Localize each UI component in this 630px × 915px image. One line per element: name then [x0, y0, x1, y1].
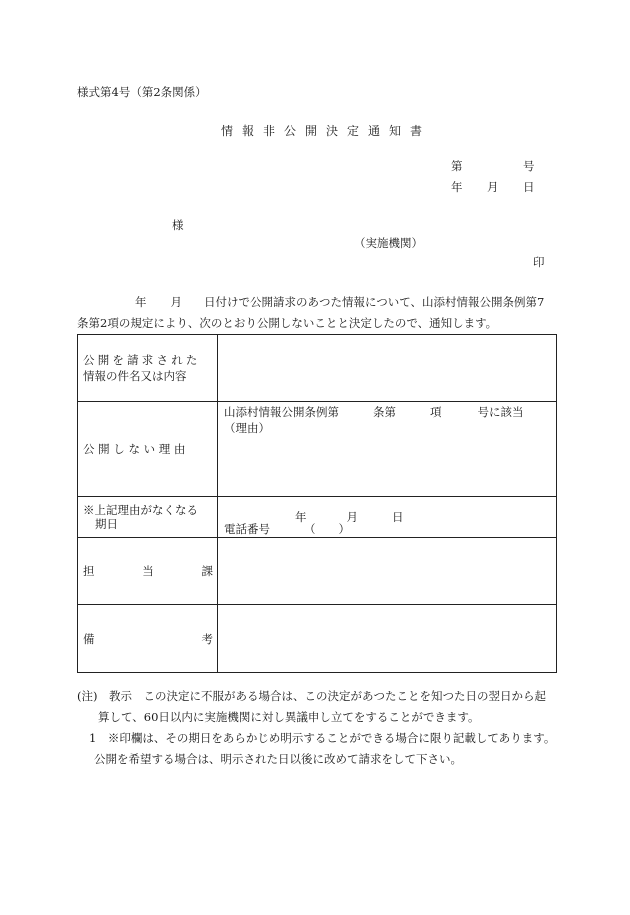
- label-department-1: 担: [83, 564, 95, 578]
- phone-line: [224, 521, 350, 537]
- addressee-sama: 様: [172, 218, 184, 232]
- reason-ko: 項: [430, 405, 442, 419]
- label-reason: 公 開 し な い 理 由: [78, 402, 218, 497]
- body-line1-rest: 日付けで公開請求のあつた情報について、山添村情報公開条例第7: [204, 295, 545, 309]
- notes: [77, 686, 555, 770]
- notice-body: [77, 292, 557, 334]
- note-line-3: 1 ※印欄は、その期日をあらかじめ明示することができる場合に限り記載してあります。: [89, 731, 556, 745]
- row-reason: [78, 402, 557, 497]
- phone-label: 電話番号: [224, 522, 270, 536]
- body-year: 年: [135, 295, 147, 309]
- reason-label: （理由）: [224, 421, 270, 435]
- note-line-2: 算して、60日以内に実施機関に対し異議申し立てをすることができます。: [98, 710, 480, 724]
- expiry-day: 日: [392, 510, 404, 524]
- note-line-1: (注) 教示 この決定に不服がある場合は、この決定があつたことを知つた日の翌日から起: [77, 689, 546, 703]
- reason-ordinance: 山添村情報公開条例第: [224, 405, 339, 419]
- document-date-line: [451, 180, 535, 195]
- value-remarks[interactable]: [218, 605, 557, 673]
- row-requested-info: [78, 335, 557, 402]
- issuer-agency: （実施機関）: [354, 236, 423, 250]
- notice-body-line1: [77, 292, 557, 313]
- notice-table: [77, 334, 557, 673]
- row-remarks: [78, 605, 557, 673]
- note-line-4: 公開を希望する場合は、明示された日以後に改めて請求をして下さい。: [94, 752, 462, 766]
- date-month: 月: [487, 180, 499, 194]
- date-day: 日: [523, 180, 535, 194]
- label-remarks-2: 考: [201, 631, 213, 646]
- seal-mark: 印: [533, 255, 545, 269]
- date-year: 年: [451, 180, 463, 194]
- label-department: [78, 538, 218, 605]
- label-department-3: 課: [201, 564, 213, 578]
- label-remarks: [78, 605, 218, 673]
- label-expiry-date-b: 期日: [95, 517, 118, 531]
- reason-jo: 条第: [373, 405, 396, 419]
- label-expiry-date-a: ※上記理由がなくなる: [83, 503, 198, 517]
- value-reason[interactable]: [218, 402, 557, 497]
- value-department[interactable]: [218, 522, 557, 605]
- phone-paren: （ ）: [304, 522, 350, 536]
- expiry-year: 年: [295, 510, 307, 524]
- label-department-2: 当: [142, 564, 154, 578]
- reason-ordinance-line: [224, 404, 550, 420]
- label-expiry-date: [78, 497, 218, 538]
- number-go: 号: [523, 159, 535, 173]
- label-requested-info-a: 公開を請求された: [83, 353, 201, 367]
- number-dai: 第: [451, 159, 463, 173]
- expiry-month: 月: [346, 510, 358, 524]
- label-requested-info: [78, 335, 218, 402]
- label-remarks-1: 備: [83, 631, 95, 646]
- body-month: 月: [170, 295, 182, 309]
- document-title: 情報非公開決定通知書: [221, 124, 432, 138]
- form-number: 様式第4号（第2条関係）: [77, 85, 207, 99]
- notice-body-line2: 条第2項の規定により、次のとおり公開しないことと決定したので、通知します。: [77, 316, 498, 330]
- reason-go: 号に該当: [477, 405, 524, 419]
- label-requested-info-b: 情報の件名又は内容: [83, 369, 187, 383]
- document-number-line: [451, 159, 535, 174]
- value-requested-info[interactable]: [218, 335, 557, 402]
- row-department: [78, 538, 557, 605]
